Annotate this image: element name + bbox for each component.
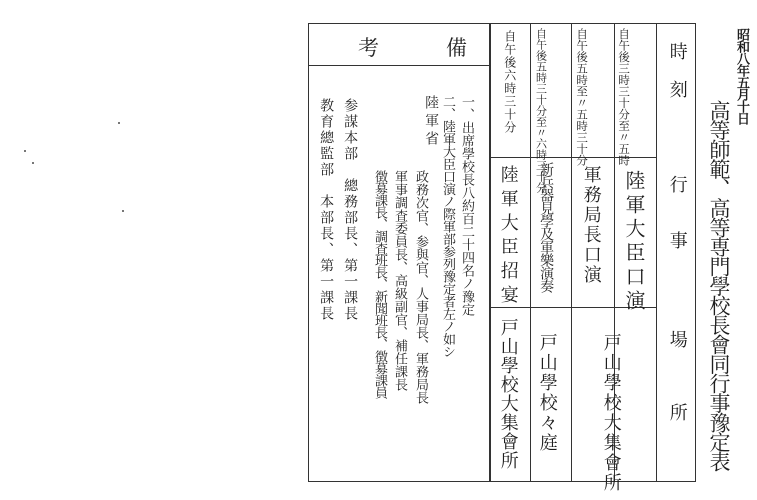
document-date: 昭和八年五月十日: [734, 28, 749, 124]
remarks-line: 陸軍省: [423, 95, 440, 149]
remarks-header-char: 備: [446, 36, 467, 60]
remarks-line: 軍事調査委員長、高級副官、補任課長: [391, 170, 407, 391]
divider: [571, 23, 572, 482]
row-time: 自午後五時至〃五時三十分: [575, 28, 590, 166]
remarks-line: 政務次官、参與官、人事局長、軍務局長: [412, 170, 428, 404]
divider: [489, 23, 491, 482]
row-time: 自午後六時三十分: [502, 30, 517, 134]
remarks-line: 参謀本部 總務部長、第一課長: [342, 98, 359, 322]
row-event: 陸軍大臣招宴: [497, 165, 519, 309]
speckle: [122, 210, 124, 212]
divider: [308, 65, 489, 66]
remarks-line: 二、陸軍大臣口演ノ際軍部参列豫定者左ノ如シ: [439, 95, 455, 358]
row-time: 自午後三時三十分至〃五時: [617, 28, 632, 166]
speckle: [24, 150, 26, 152]
header-event: 行事: [666, 175, 688, 287]
remarks-line: 一、出席學校長八約百二十四名ノ豫定: [458, 95, 474, 316]
header-place: 場所: [666, 330, 688, 476]
remarks-line: 教育總監部 本部長、第一課長: [318, 98, 335, 322]
remarks-label: 考: [358, 36, 379, 60]
divider: [656, 23, 657, 482]
speckle: [118, 122, 120, 124]
row-event: 新兵器見學及軍樂演奏: [538, 162, 555, 292]
row-event: 軍務局長口演: [580, 165, 602, 285]
remarks-header: [310, 26, 488, 64]
row-place: 戸山學校大集會所: [497, 318, 519, 470]
row-place: 戸山學校大集會所: [600, 333, 622, 493]
divider: [530, 23, 531, 482]
row-time: 自午後五時三十分至〃六時三十分: [534, 28, 548, 193]
remarks-line: 徴募課長、調査班長、新聞班長、徴募課員: [371, 170, 387, 398]
document-title: 高等師範、高等専門學校長會同行事豫定表: [707, 100, 731, 471]
speckle: [32, 162, 34, 164]
row-event: 陸軍大臣口演: [622, 170, 646, 314]
row-place: 戸山學校々庭: [536, 333, 558, 453]
header-time: 時刻: [666, 42, 688, 118]
